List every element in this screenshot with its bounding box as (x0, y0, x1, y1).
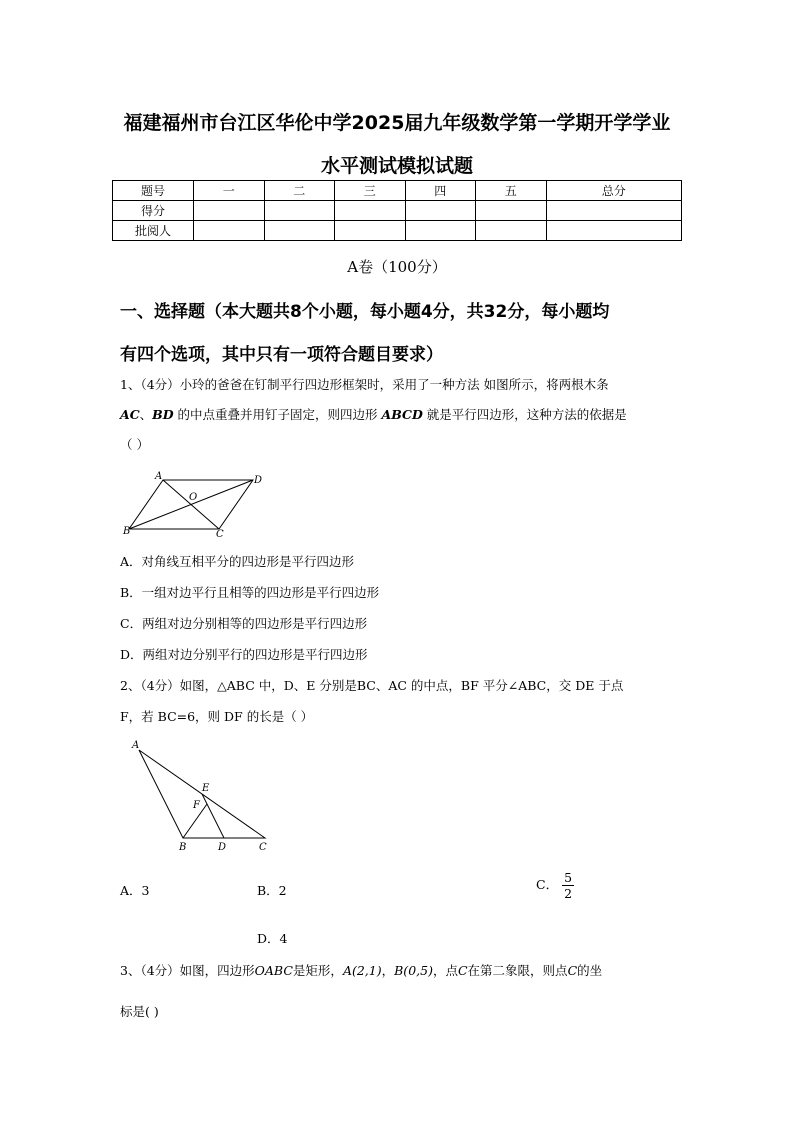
table-cell (264, 221, 335, 241)
figure-label: B (123, 526, 131, 537)
figure-label: C (259, 842, 267, 853)
table-cell (546, 221, 682, 241)
table-cell (405, 201, 476, 221)
table-cell (476, 221, 547, 241)
title-line-1: 福建福州市台江区华伦中学2025届九年级数学第一学期开学学业 (123, 112, 671, 134)
q1-line-1: 1、（4分）小玲的爸爸在钉制平行四边形框架时，采用了一种方法 如图所示，将两根木条 (120, 377, 609, 392)
table-cell: 批阅人 (113, 221, 194, 241)
segment-bd: BD (152, 407, 174, 422)
table-cell: 五 (476, 181, 547, 201)
figure-label: F (193, 800, 200, 811)
figure-label: A (132, 740, 140, 751)
point-c: C (567, 963, 578, 978)
table-cell (264, 201, 335, 221)
q2-line-2: F，若 BC=6，则 DF 的长是（ ） (120, 709, 314, 724)
q3-text: 是矩形， (292, 963, 343, 978)
quadrilateral-abcd: ABCD (381, 407, 423, 422)
q2-option-b: B．2 (257, 883, 287, 898)
table-cell (335, 201, 406, 221)
q1-line-2 (120, 407, 627, 423)
q1-text: 、 (139, 407, 153, 422)
figure-label: E (202, 783, 210, 794)
table-cell: 一 (194, 181, 265, 201)
q2-option-d: D．4 (257, 931, 288, 946)
fraction-numerator: 5 (564, 870, 573, 885)
section-1-heading-line-2: 有四个选项，其中只有一项符合题目要求） (120, 345, 443, 365)
score-table-header-row (113, 181, 682, 201)
q3-text: 的坐 (577, 963, 603, 978)
q1-option-b: B．一组对边平行且相等的四边形是平行四边形 (120, 585, 380, 600)
q1-option-a: A．对角线互相平分的四边形是平行四边形 (120, 554, 355, 569)
figure-label: C (216, 529, 224, 540)
q3-text: ，点 (432, 963, 458, 978)
score-table (112, 180, 682, 241)
q3-text: 在第二象限，则点 (467, 963, 568, 978)
q1-option-d: D．两组对边分别平行的四边形是平行四边形 (120, 647, 368, 662)
q1-text: 的中点重叠并用钉子固定，则四边形 (173, 407, 382, 422)
figure-label: O (189, 492, 198, 503)
score-table-row (113, 221, 682, 241)
q2-option-c (536, 870, 574, 901)
table-cell (476, 201, 547, 221)
table-cell (405, 221, 476, 241)
q1-text: 就是平行四边形，这种方法的依据是 (422, 407, 627, 422)
table-cell: 题号 (113, 181, 194, 201)
q3-text: 3、（4分）如图，四边形 (120, 963, 255, 978)
fraction (562, 870, 574, 901)
q2-option-a: A．3 (120, 883, 150, 898)
table-cell: 二 (264, 181, 335, 201)
q3-line-2: 标是( ) (120, 1004, 159, 1019)
option-label: C． (536, 877, 559, 892)
q1-option-c: C．两组对边分别相等的四边形是平行四边形 (120, 616, 368, 631)
figure-label: D (254, 475, 263, 486)
title-line-2: 水平测试模拟试题 (320, 155, 473, 177)
point-c: C (457, 963, 468, 978)
q3-text: ， (381, 963, 395, 978)
quadrilateral-oabc: OABC (254, 963, 293, 978)
figure-label: A (155, 471, 163, 482)
table-cell: 总分 (546, 181, 682, 201)
segment-ac: AC (120, 407, 140, 422)
table-cell (194, 221, 265, 241)
section-1-heading-line-1: 一、选择题（本大题共8个小题，每小题4分，共32分，每小题均 (120, 302, 610, 322)
table-cell (546, 201, 682, 221)
q3-line-1 (120, 963, 602, 979)
score-table-row (113, 201, 682, 221)
figure-label: D (218, 842, 227, 853)
table-cell: 得分 (113, 201, 194, 221)
q1-line-3: （ ） (120, 437, 149, 452)
table-cell (335, 221, 406, 241)
section-a-heading: A卷（100分） (347, 258, 447, 276)
table-cell (194, 201, 265, 221)
figure-label: B (179, 842, 187, 853)
q2-triangle-figure (128, 738, 278, 856)
table-cell: 四 (405, 181, 476, 201)
table-cell: 三 (335, 181, 406, 201)
point-a: A(2,1) (342, 963, 382, 978)
fraction-denominator: 2 (564, 886, 573, 901)
q2-line-1: 2、（4分）如图，△ABC 中，D、E 分别是BC、AC 的中点，BF 平分∠ABC，交 DE 于点 (120, 678, 624, 693)
q1-parallelogram-figure (120, 468, 270, 540)
point-b: B(0,5) (394, 963, 433, 978)
